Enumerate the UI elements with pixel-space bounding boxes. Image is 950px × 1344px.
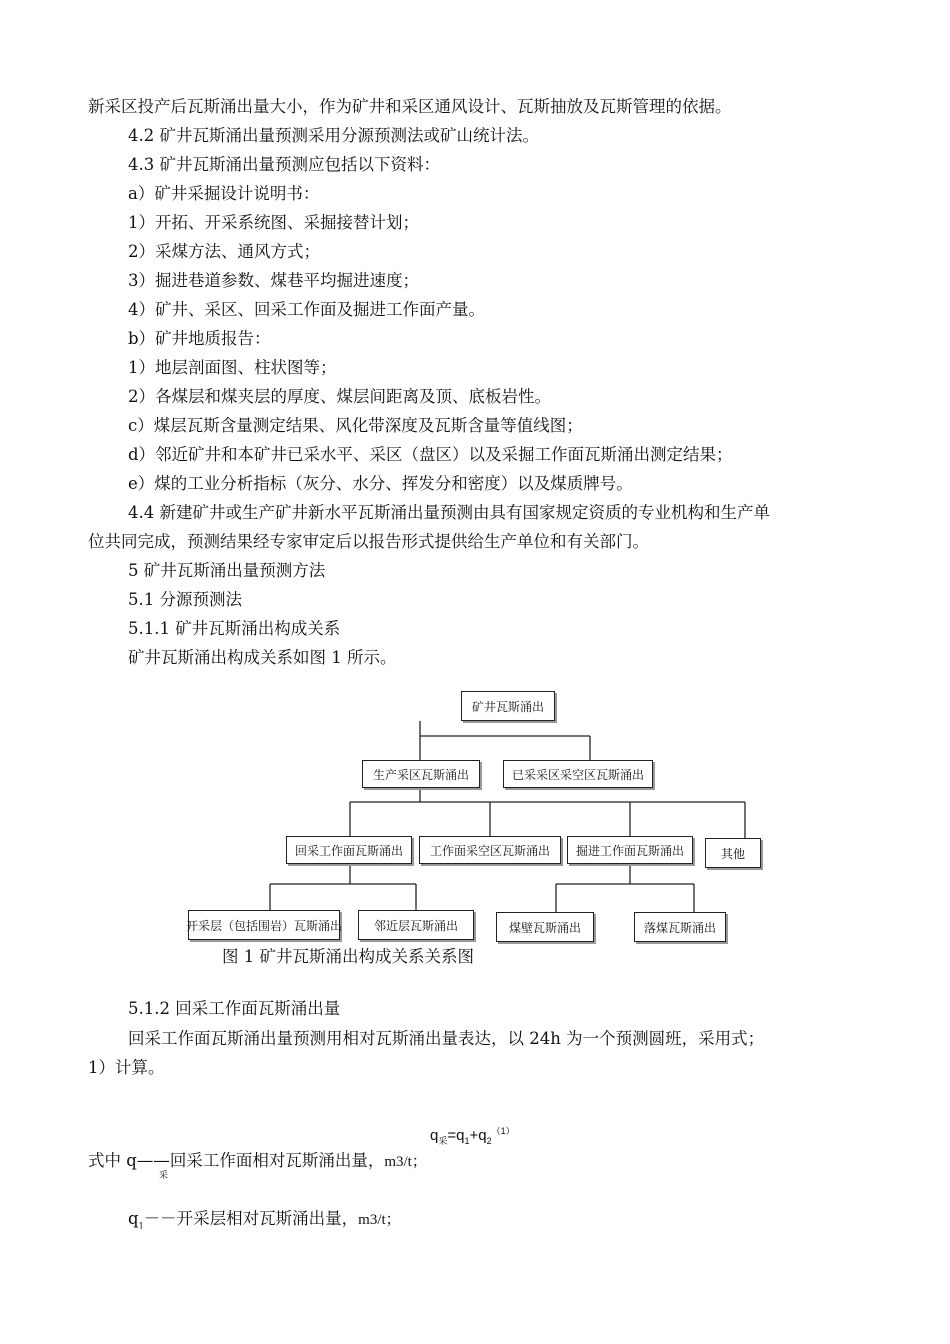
diagram-node-root: 矿井瓦斯涌出 xyxy=(461,691,555,721)
formula-sub: 1 xyxy=(464,1136,470,1146)
paragraph: 回采工作面瓦斯涌出量预测用相对瓦斯涌出量表达，以 24h 为一个预测圆班，采用式； xyxy=(128,1029,765,1048)
diagram-connectors xyxy=(186,684,762,946)
formula xyxy=(430,1124,515,1147)
section-heading: 5.1 分源预测法 xyxy=(128,590,242,609)
list-item: 3）掘进巷道参数、煤巷平均掘进速度； xyxy=(128,271,419,290)
paragraph: 矿井瓦斯涌出构成关系如图 1 所示。 xyxy=(128,648,397,667)
diagram-node-goaf: 工作面采空区瓦斯涌出 xyxy=(419,836,561,864)
diagram-node-working-face: 回采工作面瓦斯涌出 xyxy=(286,836,412,864)
list-item: d）邻近矿井和本矿井已采水平、采区（盘区）以及采掘工作面瓦斯涌出测定结果； xyxy=(128,445,733,464)
diagram-node-production-area: 生产采区瓦斯涌出 xyxy=(362,760,480,788)
list-item: e）煤的工业分析指标（灰分、水分、挥发分和密度）以及煤质牌号。 xyxy=(128,474,633,493)
formula-number: （1） xyxy=(491,1126,515,1136)
definition-subscript: 采 xyxy=(159,1171,169,1181)
formula-sub: 采 xyxy=(438,1136,448,1146)
formula-sub: 2 xyxy=(486,1136,492,1146)
diagram-node-adjacent-seam: 邻近层瓦斯涌出 xyxy=(358,910,474,940)
paragraph: 位共同完成，预测结果经专家审定后以报告形式提供给生产单位和有关部门。 xyxy=(88,532,649,551)
paragraph: 1）计算。 xyxy=(88,1058,165,1077)
diagram-node-other: 其他 xyxy=(705,838,761,868)
formula-plus: +q xyxy=(469,1127,487,1144)
list-item: b）矿井地质报告： xyxy=(128,329,271,348)
section-heading: 5.1.1 矿井瓦斯涌出构成关系 xyxy=(128,619,341,638)
definition-text: －－开采层相对瓦斯涌出量， xyxy=(143,1209,359,1228)
definition-q: q xyxy=(128,1209,139,1228)
paragraph: 4.3 矿井瓦斯涌出量预测应包括以下资料： xyxy=(128,155,440,174)
list-item: 1）地层剖面图、柱状图等； xyxy=(128,358,337,377)
formula-eq: =q xyxy=(447,1127,465,1144)
list-item: a）矿井采掘设计说明书： xyxy=(128,184,320,203)
list-item: 2）各煤层和煤夹层的厚度、煤层间距离及顶、底板岩性。 xyxy=(128,387,551,406)
diagram-node-mined-area: 已采采区采空区瓦斯涌出 xyxy=(503,760,653,788)
section-heading: 5 矿井瓦斯涌出量预测方法 xyxy=(128,561,326,580)
definition-unit: m3/t； xyxy=(384,1154,427,1170)
definition-line xyxy=(128,1208,401,1237)
diagram-node-coal-wall: 煤壁瓦斯涌出 xyxy=(496,912,594,942)
section-heading: 5.1.2 回采工作面瓦斯涌出量 xyxy=(128,999,341,1018)
diagram-node-mining-seam: 开采层（包括围岩）瓦斯涌出 xyxy=(188,910,340,940)
paragraph: 新采区投产后瓦斯涌出量大小，作为矿井和采区通风设计、瓦斯抽放及瓦斯管理的依据。 xyxy=(88,97,732,116)
definition-prefix: 式中 q—— xyxy=(88,1151,170,1170)
definition-line xyxy=(88,1150,427,1173)
list-item: 1）开拓、开采系统图、采掘接替计划； xyxy=(128,213,419,232)
figure-caption: 图 1 矿井瓦斯涌出构成关系关系图 xyxy=(222,947,474,966)
list-item: c）煤层瓦斯含量测定结果、风化带深度及瓦斯含量等值线图； xyxy=(128,416,583,435)
formula-q: q xyxy=(430,1127,439,1144)
definition-text: 回采工作面相对瓦斯涌出量， xyxy=(169,1151,385,1170)
definition-subscript: 1 xyxy=(138,1221,144,1231)
definition-unit: m3/t； xyxy=(358,1212,401,1228)
gas-emission-diagram xyxy=(186,684,762,946)
paragraph: 4.2 矿井瓦斯涌出量预测采用分源预测法或矿山统计法。 xyxy=(128,126,539,145)
diagram-node-falling-coal: 落煤瓦斯涌出 xyxy=(634,912,726,942)
diagram-node-heading-face: 掘进工作面瓦斯涌出 xyxy=(567,836,693,864)
paragraph: 4.4 新建矿井或生产矿井新水平瓦斯涌出量预测由具有国家规定资质的专业机构和生产单 xyxy=(128,503,770,522)
list-item: 2）采煤方法、通风方式； xyxy=(128,242,320,261)
list-item: 4）矿井、采区、回采工作面及掘进工作面产量。 xyxy=(128,300,485,319)
